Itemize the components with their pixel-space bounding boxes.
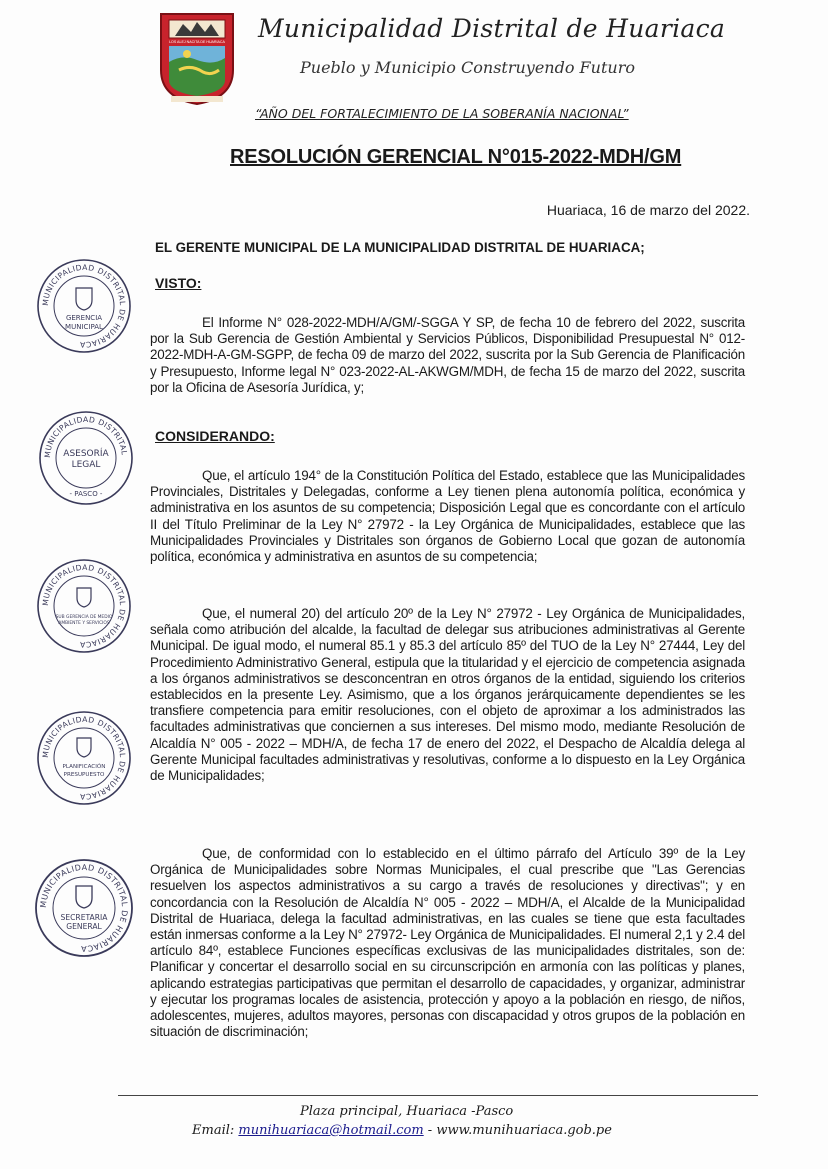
stamp-center-line-2: LEGAL	[71, 460, 101, 470]
stamp-center-line-2: PRESUPUESTO	[63, 772, 105, 778]
year-name: “AÑO DEL FORTALECIMIENTO DE LA SOBERANÍA NACIONAL”	[255, 106, 629, 121]
stamp-secretaria-general	[34, 858, 134, 958]
footer-separator: -	[423, 1123, 437, 1138]
stamp-ring-text: MUNICIPALIDAD DISTRITAL DE HUARIACA	[38, 862, 130, 954]
stamp-ring-text: MUNICIPALIDAD DISTRITAL DE HUARIACA	[40, 562, 128, 650]
municipal-logo	[155, 10, 239, 106]
stamp-center-line-1: GERENCIA	[65, 314, 103, 322]
stamp-center-line-1: SECRETARIA	[60, 913, 108, 922]
stamp-center-line-1: SUB GERENCIA DE MEDIO	[55, 615, 113, 620]
stamp-asesoria-legal	[38, 410, 134, 506]
considerando-heading: CONSIDERANDO:	[155, 428, 275, 444]
stamp-center-line-2: GENERAL	[66, 922, 102, 931]
peru-shield-icon	[77, 588, 91, 607]
stamp-ring-text: MUNICIPALIDAD DISTRITAL DE HUARIACA	[40, 714, 128, 802]
stamp-ring-text: MUNICIPALIDAD DISTRITAL	[42, 414, 129, 459]
municipality-name: Municipalidad Distrital de Huariaca	[258, 14, 726, 43]
considerando-paragraph-1: Que, el artículo 194° de la Constitución Política del Estado, establece que las Municipalidades Provinciales, Distritales y Delegadas, conforme a Ley tienen plena autonomía política, económica y administrativa en los asuntos de su competencia; Disposición Legal que es concordante con el artículo II del Título Preliminar de la Ley N° 27972 - la Ley Orgánica de Municipalidades, establece que las Municipalidades Provinciales y Distritales son órganos de Gobierno Local que gozan de autonomía política, económica y administrativa en asuntos de su competencia;	[150, 468, 745, 565]
footer-website[interactable]: www.munihuariaca.gob.pe	[436, 1123, 612, 1138]
stamp-ring-text: MUNICIPALIDAD DISTRITAL DE HUARIACA	[40, 262, 128, 350]
peru-shield-icon	[77, 738, 91, 757]
footer-contact	[192, 1123, 712, 1138]
footer-email-link[interactable]: munihuariaca@hotmail.com	[238, 1123, 424, 1138]
resolution-title: RESOLUCIÓN GERENCIAL N°015-2022-MDH/GM	[230, 146, 682, 168]
stamp-center-line-2: MUNICIPAL	[65, 323, 103, 331]
resolution-date: Huariaca, 16 de marzo del 2022.	[546, 202, 750, 218]
visto-heading: VISTO:	[155, 275, 202, 291]
stamp-center-line-1: PLANIFICACIÓN	[62, 764, 106, 770]
peru-shield-icon	[76, 288, 92, 310]
considerando-paragraph-3: Que, de conformidad con lo establecido en el último párrafo del Artículo 39º de la Ley Orgánica de Municipalidades sobre Normas Municipales, el cual prescribe que "Las Gerencias resuelven los aspectos administrativos a su cargo a través de resoluciones y directivas"; y en concordancia con la Resolución de Alcaldía N° 005 - 2022 – MDH/A, el Alcalde de la Municipalidad Distrital de Huariaca, delega la facultad administrativas, en las cuales se tiene que esta facultades están inmersas conforme a la Ley N° 27972- Ley Orgánica de Municipalidades. El numeral 2,1 y 2.4 del artículo 84º, establece Funciones específicas exclusivas de las municipalidades distritales, son de: Planificar y concertar el desarrollo social en su circunscripción en armonía con las políticas y planes, aplicando estrategias participativas que permitan el desarrollo de capacidades, y organizar, administrar y ejecutar los programas locales de asistencia, protección y apoyo a la población en riesgo, de niños, adolescentes, mujeres, adultos mayores, personas con discapacidad y otros grupos de la población en situación de discriminación;	[150, 846, 745, 1040]
stamp-planificacion-presupuesto	[36, 710, 132, 806]
addressee-line: EL GERENTE MUNICIPAL DE LA MUNICIPALIDAD DISTRITAL DE HUARIACA;	[155, 240, 645, 255]
stamp-center-line-1: ASESORÍA	[63, 449, 109, 459]
logo-banner-text: LOS ALEJ NACITA DE HUARIACA	[169, 40, 225, 44]
stamp-sub-gerencia-ambiente	[36, 558, 132, 654]
peru-shield-icon	[76, 886, 92, 908]
footer-email-label: Email:	[192, 1123, 235, 1138]
municipality-motto: Pueblo y Municipio Construyendo Futuro	[300, 58, 635, 77]
stamp-gerencia-municipal	[36, 258, 132, 354]
footer-address: Plaza principal, Huariaca -Pasco	[300, 1104, 514, 1119]
visto-paragraph: El Informe N° 028-2022-MDH/A/GM/-SGGA Y SP, de fecha 10 de febrero del 2022, suscrita por la Sub Gerencia de Gestión Ambiental y Servicios Públicos, Disponibilidad Presupuestal N° 012-2022-MDH-A-GM-SGPP, de fecha 09 de marzo del 2022, suscrita por la Sub Gerencia de Planificación y Presupuesto, Informe legal N° 023-2022-AL-AKWGM/MDH, de fecha 15 de marzo del 2022, suscrita por la Oficina de Asesoría Jurídica, y;	[150, 315, 745, 395]
considerando-paragraph-2: Que, el numeral 20) del artículo 20º de la Ley N° 27972 - Ley Orgánica de Municipalidades, señala como atribución del alcalde, la facultad de delegar sus atribuciones administrativas al Gerente Municipal. De igual modo, el numeral 85.1 y 85.3 del artículo 85º del TUO de la Ley N° 27444, Ley del Procedimiento Administrativo General, estipula que la titularidad y el ejercicio de competencia asignada a los órganos administrativos se desconcentran en otros órganos de la entidad, siguiendo los criterios establecidos en la presente Ley. Asimismo, que a los órganos jerárquicamente dependientes se les transfiere competencia para emitir resoluciones, con el objeto de aproximar a los administrados las facultades administrativas que conciernen a sus intereses. Del mismo modo, mediante Resolución de Alcaldía N° 005 - 2022 – MDH/A, de fecha 17 de enero del 2022, el Despacho de Alcaldía delega al Gerente Municipal facultades administrativas y resolutivas, conforme a lo dispuesto en la Ley Orgánica de Municipalidades;	[150, 606, 745, 784]
stamp-bottom-text: - PASCO -	[69, 490, 103, 498]
footer-divider	[118, 1095, 758, 1096]
stamp-center-line-2: AMBIENTE Y SERVICIOS	[58, 621, 110, 626]
